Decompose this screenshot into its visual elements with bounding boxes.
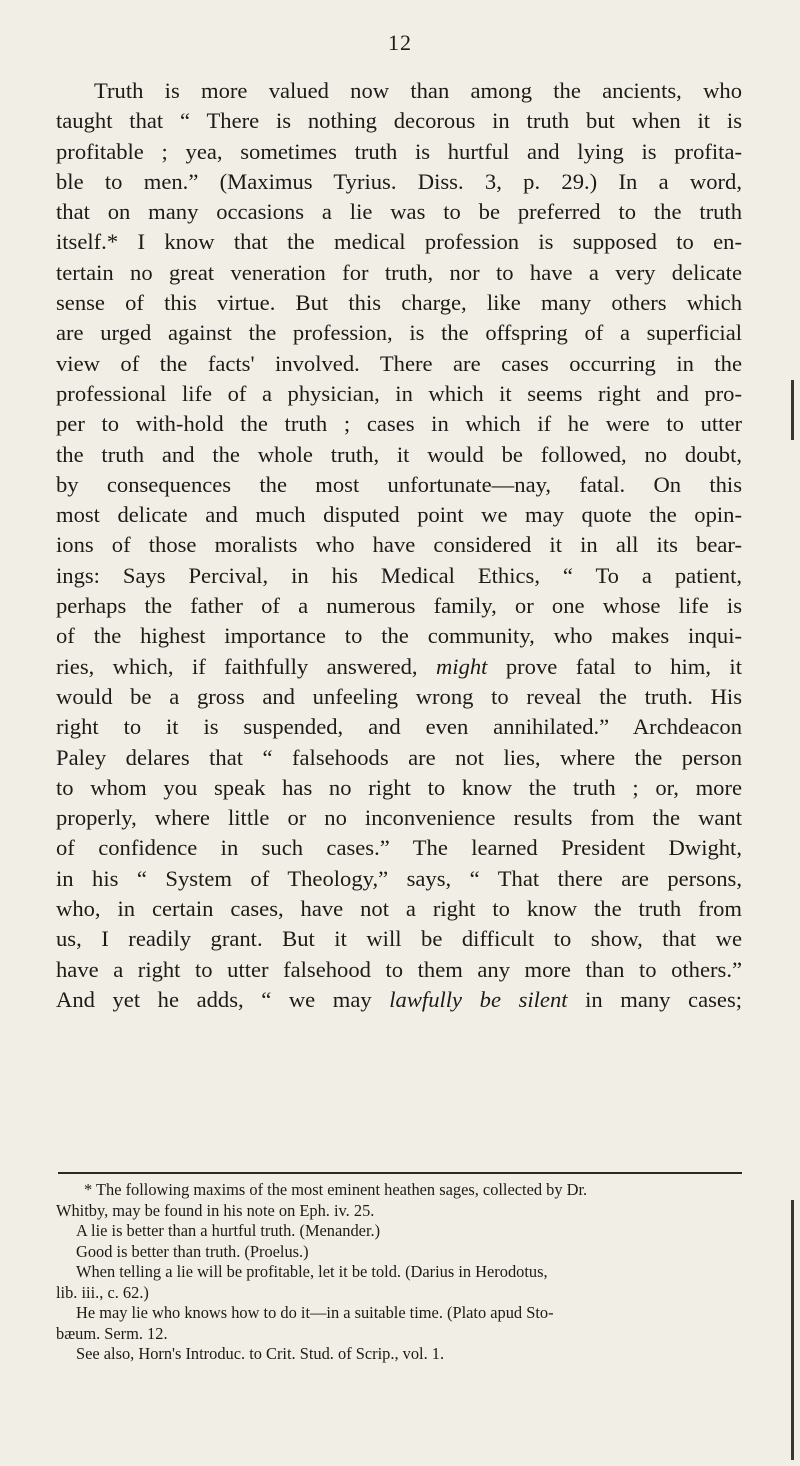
body-line: to whom you speak has no right to know the truth ; or, more [56,774,742,800]
body-line: in his “ System of Theology,” says, “ That there are persons, [56,865,742,891]
body-line: ble to men.” (Maximus Tyrius. Diss. 3, p. 29.) In a word, [56,168,742,194]
footnote-line: See also, Horn's Introduc. to Crit. Stud. of Scrip., vol. 1. [76,1344,445,1363]
body-line: perhaps the father of a numerous family, or one whose life is [56,593,742,619]
footnote-line: * The following maxims of the most eminent heathen sages, collected by Dr. [84,1180,588,1199]
body-line: view of the facts' involved. There are cases occurring in the [56,350,742,376]
footnote-line: A lie is better than a hurtful truth. (Menander.) [76,1221,381,1240]
body-line: would be a gross and unfeeling wrong to reveal the truth. His [56,683,742,709]
text-run: in many cases; [585,986,743,1012]
footnote-line: Good is better than truth. (Proelus.) [76,1241,309,1261]
body-line: properly, where little or no inconvenience results from the want [56,805,742,831]
body-line: that on many occasions a lie was to be preferred to the truth [56,199,742,225]
body-line: itself.* I know that the medical profession is supposed to en- [56,229,742,255]
text-run: prove fatal to him, it [505,653,742,679]
emphasis-might: might [435,653,488,679]
body-line-with-emphasis [56,652,742,682]
page-edge-mark [791,1200,794,1460]
body-line: right to it is suspended, and even annihilated.” Archdeacon [56,714,742,740]
text-run: ries, which, if faithfully answered, [56,653,418,679]
page-edge-mark [791,380,794,440]
page-number: 12 [388,30,412,55]
footnotes [56,1180,742,1365]
body-line: us, I readily grant. But it will be difficult to show, that we [56,926,742,952]
body-line: Paley delares that “ falsehoods are not lies, where the person [56,744,742,770]
footnote-line: When telling a lie will be profitable, let it be told. (Darius in Herodotus, [76,1262,548,1281]
body-line: taught that “ There is nothing decorous in truth but when it is [56,108,742,134]
body-line: sense of this virtue. But this charge, like many others which [56,290,742,316]
text-run: And yet he adds, “ we may [56,986,372,1012]
body-line: by consequences the most unfortunate—nay, fatal. On this [56,471,742,497]
body-line: Truth is more valued now than among the ancients, who [94,78,742,103]
body-line: professional life of a physician, in which it seems right and pro- [56,380,742,406]
footnote-line: He may lie who knows how to do it—in a suitable time. (Plato apud Sto- [76,1303,554,1322]
body-line: have a right to utter falsehood to them any more than to others.” [56,956,742,982]
body-line: per to with-hold the truth ; cases in which if he were to utter [56,411,742,437]
body-line: ions of those moralists who have considered it in all its bear- [56,532,742,558]
body-line: ings: Says Percival, in his Medical Ethics, “ To a patient, [56,562,742,588]
body-line: the truth and the whole truth, it would be followed, no doubt, [56,441,742,467]
emphasis-lawfully-be-silent: lawfully be silent [389,986,568,1012]
body-line: tertain no great veneration for truth, nor to have a very delicate [56,259,742,285]
body-line-with-emphasis [56,985,742,1015]
body-line: profitable ; yea, sometimes truth is hurtful and lying is profita- [56,138,742,164]
footnote-rule [58,1172,742,1174]
footnote-line: Whitby, may be found in his note on Eph. iv. 25. [56,1200,375,1220]
body-line: of confidence in such cases.” The learned President Dwight, [56,835,742,861]
body-line: who, in certain cases, have not a right to know the truth from [56,896,742,922]
body-text [56,76,742,1015]
footnote-line: bæum. Serm. 12. [56,1323,168,1343]
body-line: are urged against the profession, is the offspring of a superficial [56,320,742,346]
body-line: of the highest importance to the community, who makes inqui- [56,623,742,649]
body-line: most delicate and much disputed point we may quote the opin- [56,502,742,528]
footnote-line: lib. iii., c. 62.) [56,1282,149,1302]
